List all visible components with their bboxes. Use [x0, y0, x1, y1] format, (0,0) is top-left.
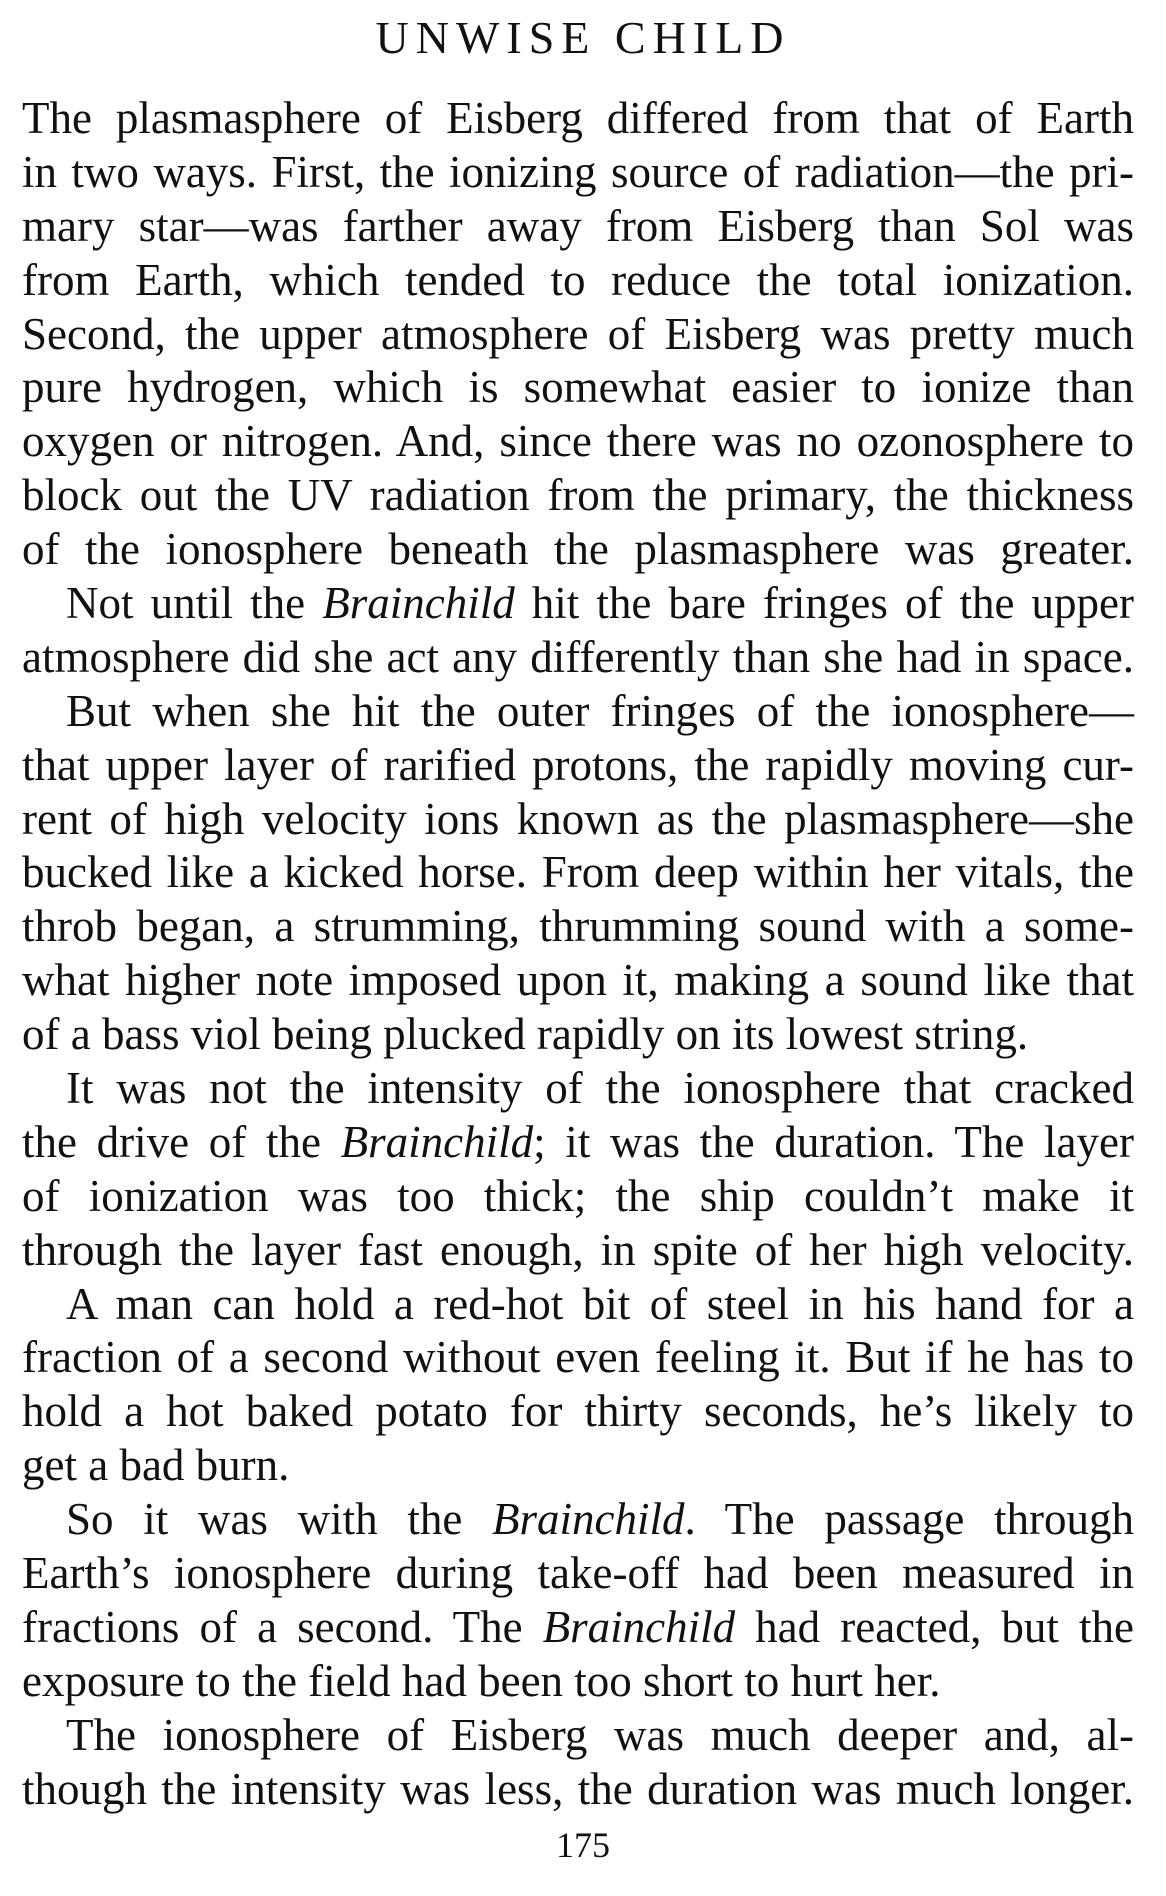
- text-line: atmosphere did she act any differently than she had in space.: [22, 631, 1134, 682]
- text-line: fractions of a second. The Brainchild had reacted, but the: [22, 1601, 1134, 1652]
- text-line: of ionization was too thick; the ship couldn’t make it: [22, 1170, 1134, 1221]
- text-line: throb began, a strumming, thrumming sound with a some-: [22, 901, 1134, 952]
- text-line: oxygen or nitrogen. And, since there was no ozonosphere to: [22, 416, 1134, 467]
- text-line: get a bad burn.: [22, 1440, 290, 1491]
- ship-name: Brainchild: [340, 1116, 534, 1167]
- text-line: block out the UV radiation from the primary, the thickness: [22, 470, 1134, 521]
- text-line: The ionosphere of Eisberg was much deeper and, al-: [66, 1709, 1134, 1760]
- text-line: from Earth, which tended to reduce the total ionization.: [22, 254, 1134, 305]
- text-line: rent of high velocity ions known as the plasmasphere—she: [22, 793, 1134, 844]
- text-line: Not until the Brainchild hit the bare fringes of the upper: [66, 578, 1135, 629]
- text-line: of the ionosphere beneath the plasmasphere was greater.: [22, 524, 1134, 575]
- ship-name: Brainchild: [542, 1601, 736, 1652]
- text-line: It was not the intensity of the ionosphere that cracked: [66, 1063, 1134, 1114]
- text-line: the drive of the Brainchild; it was the duration. The layer: [22, 1116, 1134, 1167]
- running-head: UNWISE CHILD: [375, 12, 791, 63]
- text-line: though the intensity was less, the duration was much longer.: [22, 1763, 1134, 1814]
- text-line: exposure to the field had been too short to hurt her.: [22, 1655, 941, 1706]
- text-line: in two ways. First, the ionizing source of radiation—the pri-: [22, 146, 1134, 197]
- text-line: what higher note imposed upon it, making a sound like that: [22, 955, 1134, 1006]
- text-line: Earth’s ionosphere during take-off had been measured in: [22, 1548, 1134, 1599]
- ship-name: Brainchild: [322, 578, 515, 629]
- ship-name: Brainchild: [492, 1494, 685, 1545]
- text-line: pure hydrogen, which is somewhat easier to ionize than: [22, 362, 1134, 413]
- text-line: Second, the upper atmosphere of Eisberg was pretty much: [22, 308, 1134, 359]
- text-line: The plasmasphere of Eisberg differed from that of Earth: [22, 93, 1134, 143]
- text-line: So it was with the Brainchild. The passage through: [66, 1494, 1134, 1545]
- text-line: mary star—was farther away from Eisberg than Sol was: [22, 200, 1134, 251]
- text-line: that upper layer of rarified protons, the rapidly moving cur-: [22, 739, 1134, 790]
- text-line: But when she hit the outer fringes of the ionosphere—: [66, 685, 1134, 736]
- text-line: through the layer fast enough, in spite of her high velocity.: [22, 1224, 1134, 1275]
- text-line: hold a hot baked potato for thirty seconds, he’s likely to: [22, 1386, 1134, 1437]
- page-number: 175: [556, 1825, 610, 1865]
- text-line: fraction of a second without even feeling it. But if he has to: [22, 1332, 1134, 1383]
- text-line: of a bass viol being plucked rapidly on its lowest string.: [22, 1009, 1029, 1060]
- body-text: [22, 92, 1134, 1817]
- text-line: bucked like a kicked horse. From deep within her vitals, the: [22, 847, 1134, 898]
- text-line: A man can hold a red-hot bit of steel in his hand for a: [66, 1278, 1134, 1329]
